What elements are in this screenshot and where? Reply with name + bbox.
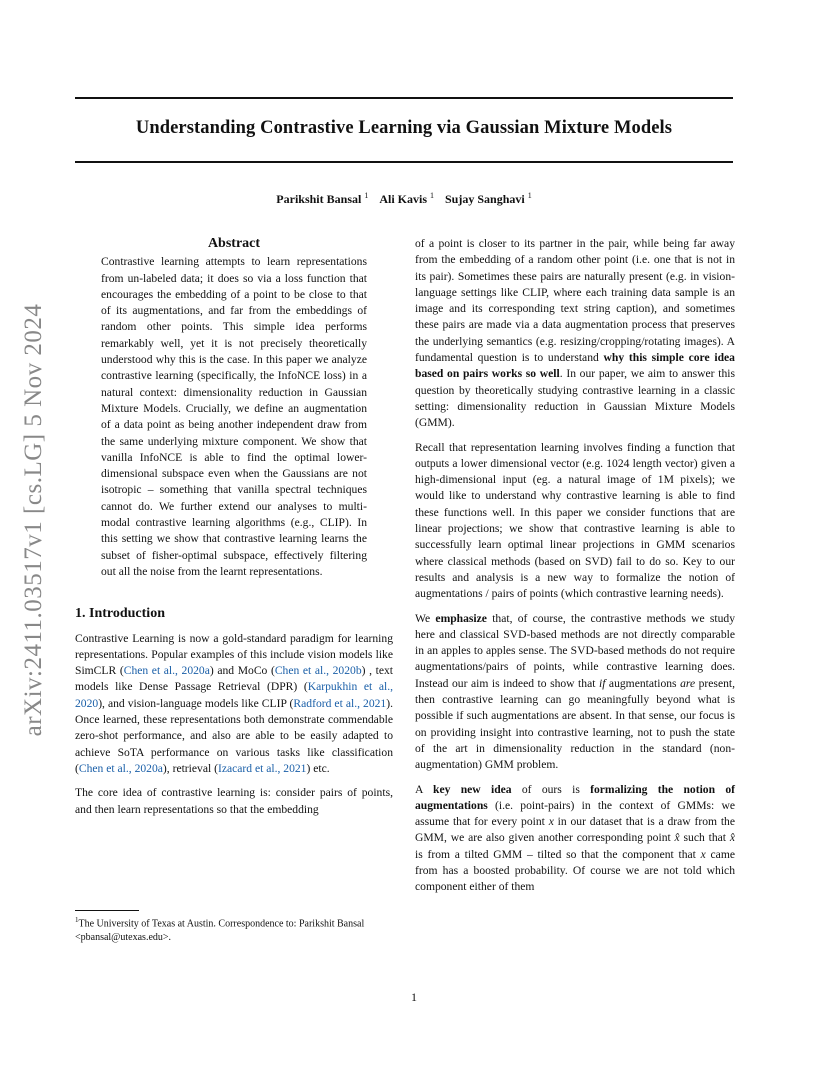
citation-link[interactable]: Chen et al., 2020b [274,664,362,678]
right-column [415,236,735,904]
page-number: 1 [411,990,417,1004]
abstract-heading: Abstract [207,236,261,251]
arxiv-identifier [14,290,54,750]
title-rule-top [75,97,733,99]
intro-paragraph: The core idea of contrastive learning is: consider pairs of points, and then learn representations so that the embedding [75,786,393,816]
author: Parikshit Bansal $^1$ [276,191,369,206]
body-paragraph: A key new idea of ours is formalizing the notion of augmentations (i.e. point-pairs) in the context of GMMs: we assume that for every point x in our dataset that is a draw from the GMM, we are also given another corresponding point x̂ such that x̂ is from a tilted GMM – tilted so that the component that x came from has a boosted probability. Of course we are not told which component either of them [415,782,736,894]
citation-link[interactable]: Radford et al., 2021 [293,696,387,710]
intro-paragraph: Contrastive Learning is now a gold-standard paradigm for learning representations. Popular examples of this include vision models like SimCLR (Chen et al., 2020a) and MoCo (Chen et al., 2020b) , text models like Dense Passage Retrieval (DPR) (Karpukhin et al., 2020), and vision-language models like CLIP (Radford et al., 2021). Once learned, these representations both demonstrate commendable zero-shot performance, and also are able to be easily adapted to achieve SoTA performance on various tasks like classification (Chen et al., 2020a), retrieval (Izacard et al., 2021) etc. [75,631,393,775]
citation-link[interactable]: Chen et al., 2020a [78,761,163,775]
citation-link[interactable]: Chen et al., 2020a [123,664,210,678]
section-heading-introduction: 1. Introduction [75,606,165,622]
left-column [75,236,393,826]
author: Ali Kavis $^1$ [379,191,434,206]
body-paragraph: of a point is closer to its partner in the pair, while being far away from the embedding of a random other point (i.e. one that is not in its pair). Sometimes these pairs are naturally present (e.g. in vision-language settings like CLIP, where each training data sample is an image and its corresponding text string caption), and sometimes these pairs are made via a data augmentation process that preserves the underlying semantics (e.g. resizing/cropping/rotating images). A fundamental question is to understand why this simple core idea based on pairs works so well. In our paper, we aim to answer this question by theoretically studying contrastive learning in a classic setting: dimensionality reduction in Gaussian Mixture Models (GMM). [415,237,735,430]
footnote-rule [75,910,139,911]
author: Sujay Sanghavi $^1$ [445,191,532,206]
paper-title: Understanding Contrastive Learning via Gaussian Mixture Models [135,118,673,138]
author-list [75,191,733,207]
body-paragraph: Recall that representation learning involves finding a function that outputs a lower dimensional vector (e.g. 1024 length vector) given a high-dimensional input (eg. a natural image of 1M pixels); we would like to understand why contrastive learning is able to find these functions well. In this paper we consider functions that are linear projections; we show that contrastive learning is able to successfully learn optimal linear projections in GMM scenarios where classical methods (based on SVD) fail to do so. Key to our results and analysis is a new way to formalize the notion of augmentations / pairs of points (which contrastive learning needs). [415,440,735,601]
body-paragraph: We emphasize that, of course, the contrastive methods we study here and classical SVD-based methods are not directly comparable in an apples to apples sense. The SVD-based methods do not require augmentations/pairs of points, while contrastive learning does. Instead our aim is indeed to show that if augmentations are present, then contrastive learning can go meaningfully beyond what is possible if such augmentations are absent. In that sense, our focus is on providing insight into contrastive learning, not to push the state of the art in dimensionality reduction in the standard (non-augmentation) GMM problem. [415,611,736,772]
footnote: $^1$The University of Texas at Austin. Correspondence to: Parikshit Bansal <pbansal@utexas.edu>. [75,916,365,944]
abstract-body: Contrastive learning attempts to learn representations from un-labeled data; it does so via a loss function that encourages the embedding of a point to be close to that of its augmentations, and far from the embeddings of random other points. This simple idea performs remarkably well, yet it is not precisely theoretically understood why this is the case. In this paper we analyze contrastive learning (specifically, the InfoNCE loss) in a natural context: dimensionality reduction in Gaussian Mixture Models. Crucially, we define an augmentation of a data point as being another independent draw from the same underlying mixture component. We show that vanilla InfoNCE is able to find the optimal lower-dimensional subspace even when the Gaussians are not isotropic – something that vanilla spectral techniques cannot do. We further extend our analyses to multi-modal contrastive learning algorithms (e.g., CLIP). In this setting we show that contrastive learning learns the subset of fisher-optimal subspace, effectively filtering out all the noise from the learnt representations. [101,255,367,578]
arxiv-id-text: arXiv:2411.03517v1 [cs.LG] 5 Nov 2024 [20,303,47,737]
title-rule-bottom [75,161,733,163]
citation-link[interactable]: Karpukhin et al., 2020 [75,680,393,710]
citation-link[interactable]: Izacard et al., 2021 [217,761,307,775]
